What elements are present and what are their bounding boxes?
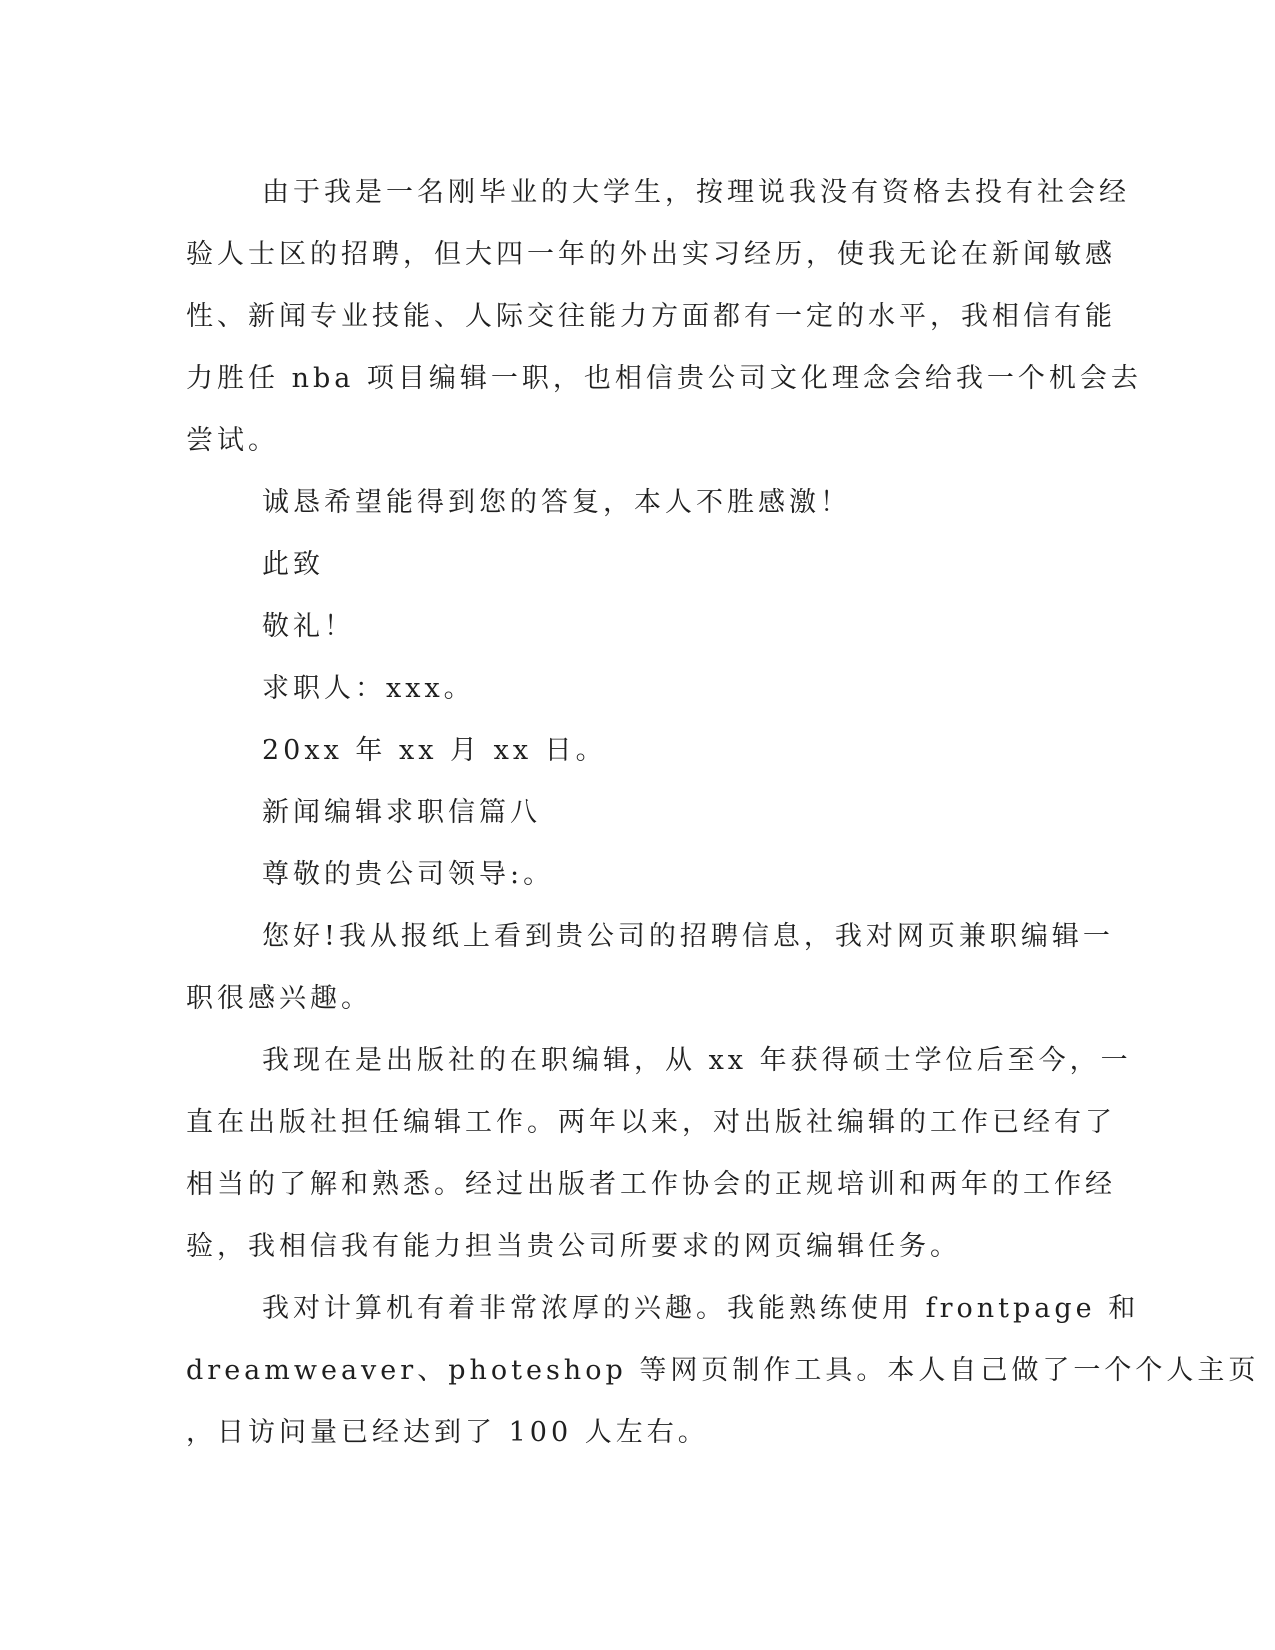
text-line: 我对计算机有着非常浓厚的兴趣。我能熟练使用 frontpage 和 bbox=[262, 1293, 1140, 1324]
closing-regards: 敬礼！ bbox=[262, 611, 355, 642]
letter-body bbox=[186, 162, 1260, 1464]
text-line: 验，我相信我有能力担当贵公司所要求的网页编辑任务。 bbox=[186, 1231, 961, 1262]
text-line: 相当的了解和熟悉。经过出版者工作协会的正规培训和两年的工作经 bbox=[186, 1169, 1116, 1200]
text-line: 验人士区的招聘，但大四一年的外出实习经历，使我无论在新闻敏感 bbox=[186, 239, 1116, 270]
text-line: 性、新闻专业技能、人际交往能力方面都有一定的水平，我相信有能 bbox=[186, 301, 1116, 332]
text-line: 由于我是一名刚毕业的大学生，按理说我没有资格去投有社会经 bbox=[262, 177, 1130, 208]
applicant-name: 求职人：xxx。 bbox=[262, 673, 475, 704]
text-line: ，日访问量已经达到了 100 人左右。 bbox=[186, 1417, 709, 1448]
letter-date: 20xx 年 xx 月 xx 日。 bbox=[262, 735, 607, 766]
text-line: 您好!我从报纸上看到贵公司的招聘信息，我对网页兼职编辑一 bbox=[262, 921, 1114, 952]
text-line: 直在出版社担任编辑工作。两年以来，对出版社编辑的工作已经有了 bbox=[186, 1107, 1116, 1138]
text-line: 力胜任 nba 项目编辑一职，也相信贵公司文化理念会给我一个机会去 bbox=[186, 363, 1142, 394]
closing-salutation: 此致 bbox=[262, 549, 324, 580]
text-line: dreamweaver、photeshop 等网页制作工具。本人自己做了一个个人主页 bbox=[186, 1355, 1260, 1386]
text-line: 诚恳希望能得到您的答复，本人不胜感激！ bbox=[262, 487, 851, 518]
text-line: 职很感兴趣。 bbox=[186, 983, 372, 1014]
text-line: 我现在是出版社的在职编辑，从 xx 年获得硕士学位后至今，一 bbox=[262, 1045, 1132, 1076]
text-line: 尝试。 bbox=[186, 425, 279, 456]
section-title: 新闻编辑求职信篇八 bbox=[262, 797, 541, 828]
greeting: 尊敬的贵公司领导:。 bbox=[262, 859, 555, 890]
